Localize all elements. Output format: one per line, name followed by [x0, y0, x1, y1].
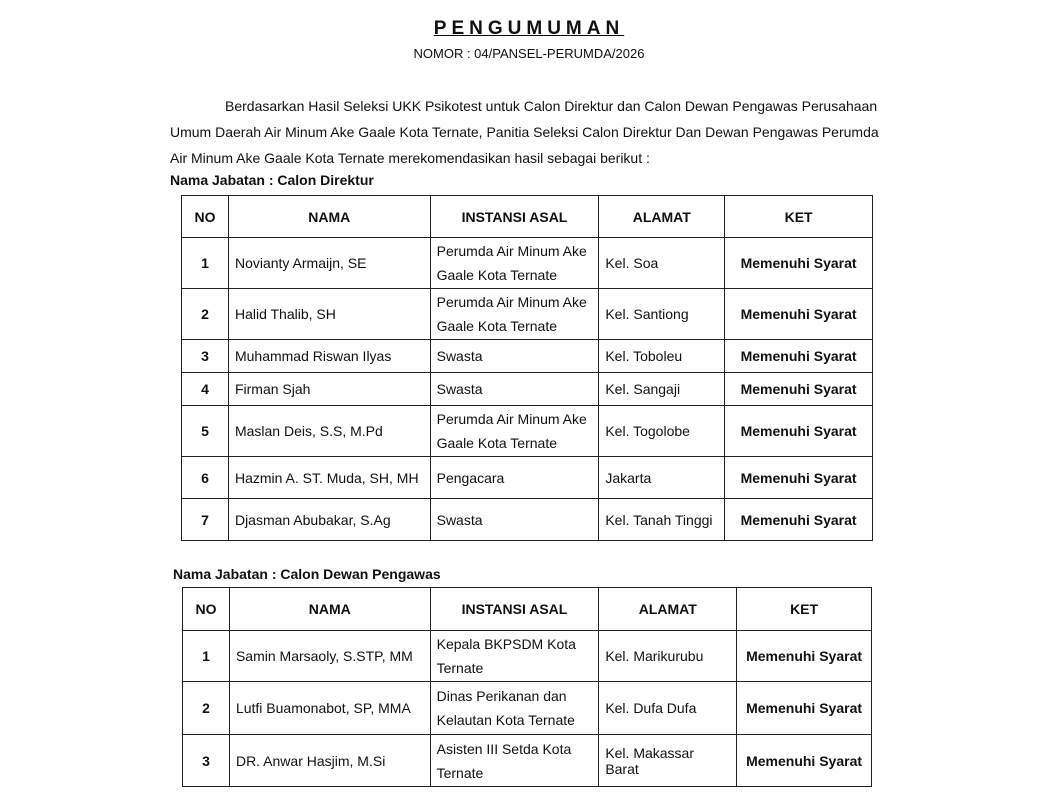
row-no: 1: [183, 631, 230, 682]
row-ket: Memenuhi Syarat: [737, 682, 872, 735]
table-direktur: [181, 195, 873, 541]
row-ket: Memenuhi Syarat: [737, 631, 872, 682]
row-alamat: Kel. Marikurubu: [599, 631, 737, 682]
row-alamat: Jakarta: [599, 457, 725, 499]
col-alamat: ALAMAT: [599, 196, 725, 238]
row-ket: Memenuhi Syarat: [737, 735, 872, 787]
row-ket: Memenuhi Syarat: [725, 340, 873, 373]
intro-paragraph: [170, 93, 890, 171]
section-label-direktur: Nama Jabatan : Calon Direktur: [170, 172, 374, 188]
row-alamat: Kel. Dufa Dufa: [599, 682, 737, 735]
row-no: 5: [182, 406, 229, 457]
table-row: [182, 499, 873, 541]
col-instansi: INSTANSI ASAL: [430, 588, 599, 631]
row-nama: Hazmin A. ST. Muda, SH, MH: [228, 457, 430, 499]
table-header-row: [183, 588, 872, 631]
row-alamat: Kel. Sangaji: [599, 373, 725, 406]
row-nama: Halid Thalib, SH: [228, 289, 430, 340]
row-instansi: Perumda Air Minum Ake Gaale Kota Ternate: [430, 238, 599, 289]
row-instansi: Swasta: [430, 499, 599, 541]
row-nama: Firman Sjah: [228, 373, 430, 406]
row-alamat: Kel. Togolobe: [599, 406, 725, 457]
col-nama: NAMA: [229, 588, 430, 631]
row-no: 4: [182, 373, 229, 406]
table-header-row: [182, 196, 873, 238]
col-no: NO: [183, 588, 230, 631]
row-ket: Memenuhi Syarat: [725, 373, 873, 406]
col-instansi: INSTANSI ASAL: [430, 196, 599, 238]
document-number: NOMOR : 04/PANSEL-PERUMDA/2026: [413, 46, 645, 61]
row-nama: Djasman Abubakar, S.Ag: [228, 499, 430, 541]
col-alamat: ALAMAT: [599, 588, 737, 631]
table-row: [182, 238, 873, 289]
row-instansi: Asisten III Setda Kota Ternate: [430, 735, 599, 787]
table-row: [182, 289, 873, 340]
row-ket: Memenuhi Syarat: [725, 289, 873, 340]
row-instansi: Perumda Air Minum Ake Gaale Kota Ternate: [430, 289, 599, 340]
row-ket: Memenuhi Syarat: [725, 406, 873, 457]
row-nama: Maslan Deis, S.S, M.Pd: [228, 406, 430, 457]
row-no: 7: [182, 499, 229, 541]
row-alamat: Kel. Soa: [599, 238, 725, 289]
row-ket: Memenuhi Syarat: [725, 499, 873, 541]
col-ket: KET: [737, 588, 872, 631]
table-row: [183, 682, 872, 735]
col-no: NO: [182, 196, 229, 238]
row-nama: DR. Anwar Hasjim, M.Si: [229, 735, 430, 787]
row-alamat: Kel. Tanah Tinggi: [599, 499, 725, 541]
table-row: [182, 406, 873, 457]
row-no: 6: [182, 457, 229, 499]
row-no: 1: [182, 238, 229, 289]
col-nama: NAMA: [228, 196, 430, 238]
row-alamat: Kel. Toboleu: [599, 340, 725, 373]
row-instansi: Swasta: [430, 340, 599, 373]
table-row: [183, 735, 872, 787]
row-ket: Memenuhi Syarat: [725, 238, 873, 289]
row-instansi: Pengacara: [430, 457, 599, 499]
intro-text: Berdasarkan Hasil Seleksi UKK Psikotest untuk Calon Direktur dan Calon Dewan Pengawas Perusahaan Umum Daerah Air Minum Ake Gaale Kota Ternate, Panitia Seleksi Calon Direktur Dan Dewan Pengawas Perumda Air Minum Ake Gaale Kota Ternate merekomendasikan hasil sebagai berikut :: [170, 98, 879, 166]
row-instansi: Perumda Air Minum Ake Gaale Kota Ternate: [430, 406, 599, 457]
row-nama: Novianty Armaijn, SE: [228, 238, 430, 289]
table-row: [182, 457, 873, 499]
row-alamat: Kel. Makassar Barat: [599, 735, 737, 787]
row-nama: Muhammad Riswan Ilyas: [228, 340, 430, 373]
row-no: 3: [183, 735, 230, 787]
section-label-pengawas: Nama Jabatan : Calon Dewan Pengawas: [173, 566, 441, 582]
col-ket: KET: [725, 196, 873, 238]
table-row: [182, 373, 873, 406]
table-row: [182, 340, 873, 373]
table-pengawas: [182, 587, 872, 787]
table-row: [183, 631, 872, 682]
row-no: 2: [182, 289, 229, 340]
row-instansi: Dinas Perikanan dan Kelautan Kota Ternate: [430, 682, 599, 735]
row-alamat: Kel. Santiong: [599, 289, 725, 340]
row-nama: Lutfi Buamonabot, SP, MMA: [229, 682, 430, 735]
row-no: 3: [182, 340, 229, 373]
row-no: 2: [183, 682, 230, 735]
row-instansi: Kepala BKPSDM Kota Ternate: [430, 631, 599, 682]
page-title: PENGUMUMAN: [433, 18, 625, 39]
row-ket: Memenuhi Syarat: [725, 457, 873, 499]
row-instansi: Swasta: [430, 373, 599, 406]
row-nama: Samin Marsaoly, S.STP, MM: [229, 631, 430, 682]
